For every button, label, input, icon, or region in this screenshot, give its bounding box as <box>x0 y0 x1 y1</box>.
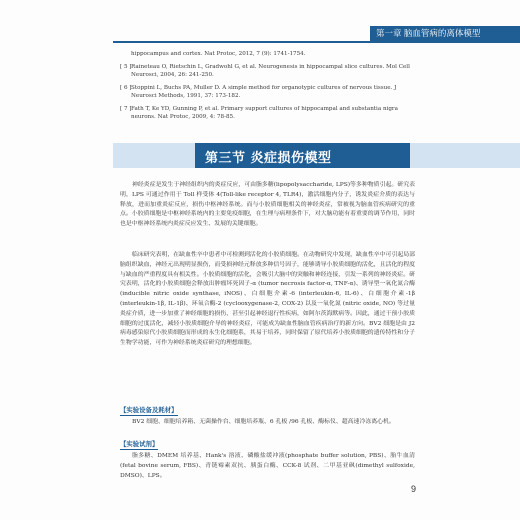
reference-number: [ 7 ] <box>120 106 132 112</box>
paragraph: 神经炎症是发生于神经组织内的炎症反应，可由脂多糖(lipopolysaccharide, LPS)等多种物质引起。研究表明，LPS 可通过作用于 Toll 样受体 4(Toll-like receptor 4, TLR4)，激活细胞内分子，诱发炎症介质的表达与释放，进而加重炎症反应，损伤中枢神经系统。而与小胶质细胞相关的神经炎症，常被视为脑血管疾病研究的重点。小胶质细胞是中枢神经系统内的主要免疫细胞，在生理与病理条件下，对大脑功能有着重要的调节作用，同时也是中枢神经系统内炎症反应发生、发展的关键细胞。 <box>120 182 415 228</box>
reference-item <box>120 64 420 79</box>
reference-number: [ 5 ] <box>120 64 132 70</box>
paragraph: 临床研究表明，在缺血性卒中患者中可检测到活化的小胶质细胞。在动物研究中发现，缺血性卒中可引起局部脑组织缺血，神经元出现明显损伤，而受损神经元释放多种信号因子，能够诱导小胶质细胞的活化，且活化的程度与缺血的严重程度具有相关性。小胶质细胞的活化，会吸引大脑中的突触和神经连接，引发一系列的神经炎症。研究表明，活化的小胶质细胞会释放出肿瘤坏死因子-α (tumor necrosis factor-α, TNF-α)、诱导型一氧化氮合酶 (inducible nitric oxide synthase, iNOS)、白细胞介素-6 (interleukin-6, IL-6)、白细胞介素-1β (interleukin-1β, IL-1β)、环氧合酶-2 (cyclooxygenase-2, COX-2) 以及一氧化氮 (nitric oxide, NO) 等过量炎症介质，进一步加重了神经细胞的损伤，甚至引起神经退行性疾病，如阿尔茨海默病等。因此，通过干预小胶质细胞的过度活化，减轻小胶质细胞介导的神经炎症，可能成为缺血性脑血管疾病治疗的新方向。BV2 细胞是由 J2 病毒感染原代小胶质细胞而形成的永生化细胞系，其易于培养，同时保留了原代培养小胶质细胞的遗传特性和分子生物学功能，可作为神经系统炎症研究的理想细胞。 <box>120 252 415 347</box>
reference-text: Raineteau O, Rietschin L, Gradwohl G, et al. Neurogenesis in hippocampal slice cultures. Mol Cell Neurosci, 2004, 26: 241-250. <box>131 64 410 78</box>
header-rule <box>113 41 520 43</box>
subsection-text-equipment: BV2 细胞、细胞培养箱、无菌操作台、细胞培养瓶、6 孔板 /96 孔板、酶标仪、超高速冷冻离心机。 <box>132 419 395 425</box>
section-title: 第三节 炎症损伤模型 <box>205 151 332 166</box>
reference-text: hippocampus and cortex. Nat Protoc, 2012, 7 (9): 1741-1754. <box>131 51 306 57</box>
reference-number: [ 6 ] <box>120 85 132 91</box>
page-number: 9 <box>411 484 417 494</box>
reference-text: Fath T, Ke YD, Gunning P, et al. Primary support cultures of hippocampal and substantia nigra neurons. Nat Protoc, 2009, 4: 78-85. <box>131 106 398 120</box>
reference-item <box>120 85 420 100</box>
subsection-heading-reagents: 【实验试剂】 <box>120 440 159 448</box>
reference-text: Stoppini L, Buchs PA, Muller D. A simple method for organotypic cultures of nervous tissue. J Neurosci Methods, 1991, 37: 173-182. <box>131 85 397 99</box>
reference-item <box>120 106 420 121</box>
chapter-header: 第一章 脑血管病的离体模型 <box>376 28 481 38</box>
subsection-text-reagents: 脂多糖、DMEM 培养基、Hank's 溶液、磷酸盐缓冲液(phosphate buffer solution, PBS)、胎牛血清(fetal bovine serum, FBS)、青链霉素双抗、胰蛋白酶、CCK-8 试剂、二甲基亚砜(dimethyl sulfoxide, DMSO)、LPS。 <box>120 453 415 479</box>
reference-item <box>120 51 420 59</box>
subsection-heading-equipment: 【实验设备及耗材】 <box>120 406 178 414</box>
